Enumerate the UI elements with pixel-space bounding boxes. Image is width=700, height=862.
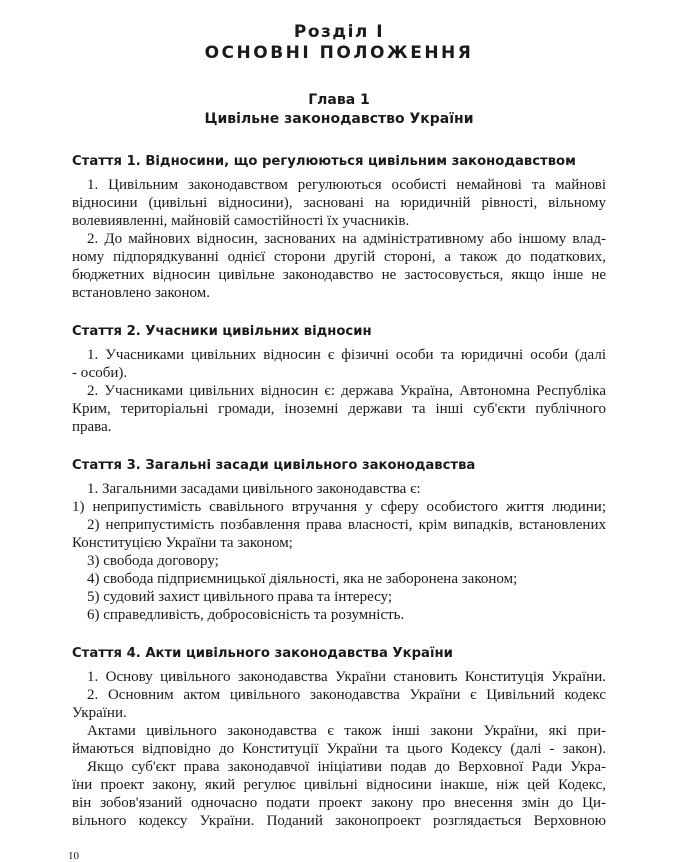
part-label: Розділ I (293, 22, 385, 42)
article-4-line: він зобов'язаний одночасно подати проект закону про внесення змін до Ци- (72, 795, 606, 811)
article-3-line: 2) неприпустимість позбавлення права власності, крім випадків, встановлених (87, 517, 606, 533)
article-2-heading: Стаття 2. Учасники цивільних відносин (72, 324, 372, 339)
article-4-line: 2. Основним актом цивільного законодавства України є Цивільний кодекс (87, 687, 606, 703)
page-number: 10 (68, 850, 79, 862)
article-3-line: Конституцією України та законом; (72, 535, 293, 551)
article-1-line: бюджетних відносин цивільне законодавство не застосовується, якщо інше не (72, 267, 606, 283)
chapter-title: Цивільне законодавство України (204, 111, 474, 127)
article-3-line: 5) судовий захист цивільного права та інтересу; (87, 589, 393, 605)
article-3-line: 6) справедливість, добросовісність та розумність. (87, 607, 405, 623)
article-4-heading: Стаття 4. Акти цивільного законодавства України (72, 646, 453, 661)
article-4-line: ймаються відповідно до Конституції України та цього Кодексу (далі - закон). (72, 741, 606, 757)
article-1-line: 1. Цивільним законодавством регулюються особисті немайнові та майнові (87, 177, 606, 193)
article-1-line: відносини (цивільні відносини), засновані на юридичній рівності, вільному (72, 195, 606, 211)
article-1-line: ному підпорядкуванні однієї сторони другій стороні, а також до податкових, (72, 249, 606, 265)
part-heading: ОСНОВНІ ПОЛОЖЕННЯ (204, 43, 474, 63)
article-1-heading: Стаття 1. Відносини, що регулюються цивільним законодавством (72, 154, 576, 169)
article-1-line: встановлено законом. (72, 285, 210, 301)
article-2-line: права. (72, 419, 112, 435)
article-3-heading: Стаття 3. Загальні засади цивільного законодавства (72, 458, 476, 473)
article-2-line: 2. Учасниками цивільних відносин є: держава Україна, Автономна Республіка (87, 383, 606, 399)
article-4-line: 1. Основу цивільного законодавства України становить Конституція України. (87, 669, 606, 685)
article-4-line: їни проект закону, який регулює цивільні відносини інакше, ніж цей Кодекс, (72, 777, 606, 793)
article-3-line: 3) свобода договору; (87, 553, 219, 569)
article-4-line: України. (72, 705, 127, 721)
article-3-line: 4) свобода підприємницької діяльності, яка не заборонена законом; (87, 571, 518, 587)
article-2-line: 1. Учасниками цивільних відносин є фізичні особи та юридичні особи (далі (87, 347, 606, 363)
article-1-line: волевиявленні, майновій самостійності їх учасників. (72, 213, 410, 229)
article-1-line: 2. До майнових відносин, заснованих на адміністративному або іншому влад- (87, 231, 606, 247)
chapter-label: Глава 1 (308, 92, 370, 108)
article-4-line: вільного кодексу України. Поданий законопроект розглядається Верховною (72, 813, 606, 829)
article-4-line: Актами цивільного законодавства є також інші закони України, які при- (87, 723, 606, 739)
article-2-line: Крим, територіальні громади, іноземні держави та інші суб'єкти публічного (72, 401, 606, 417)
article-3-line: 1. Загальними засадами цивільного законодавства є: (87, 481, 421, 497)
article-3-line: 1) неприпустимість свавільного втручання у сферу особистого життя людини; (72, 499, 606, 515)
article-4-line: Якщо суб'єкт права законодавчої ініціативи подав до Верховної Ради Укра- (87, 759, 606, 775)
article-2-line: - особи). (72, 365, 128, 381)
